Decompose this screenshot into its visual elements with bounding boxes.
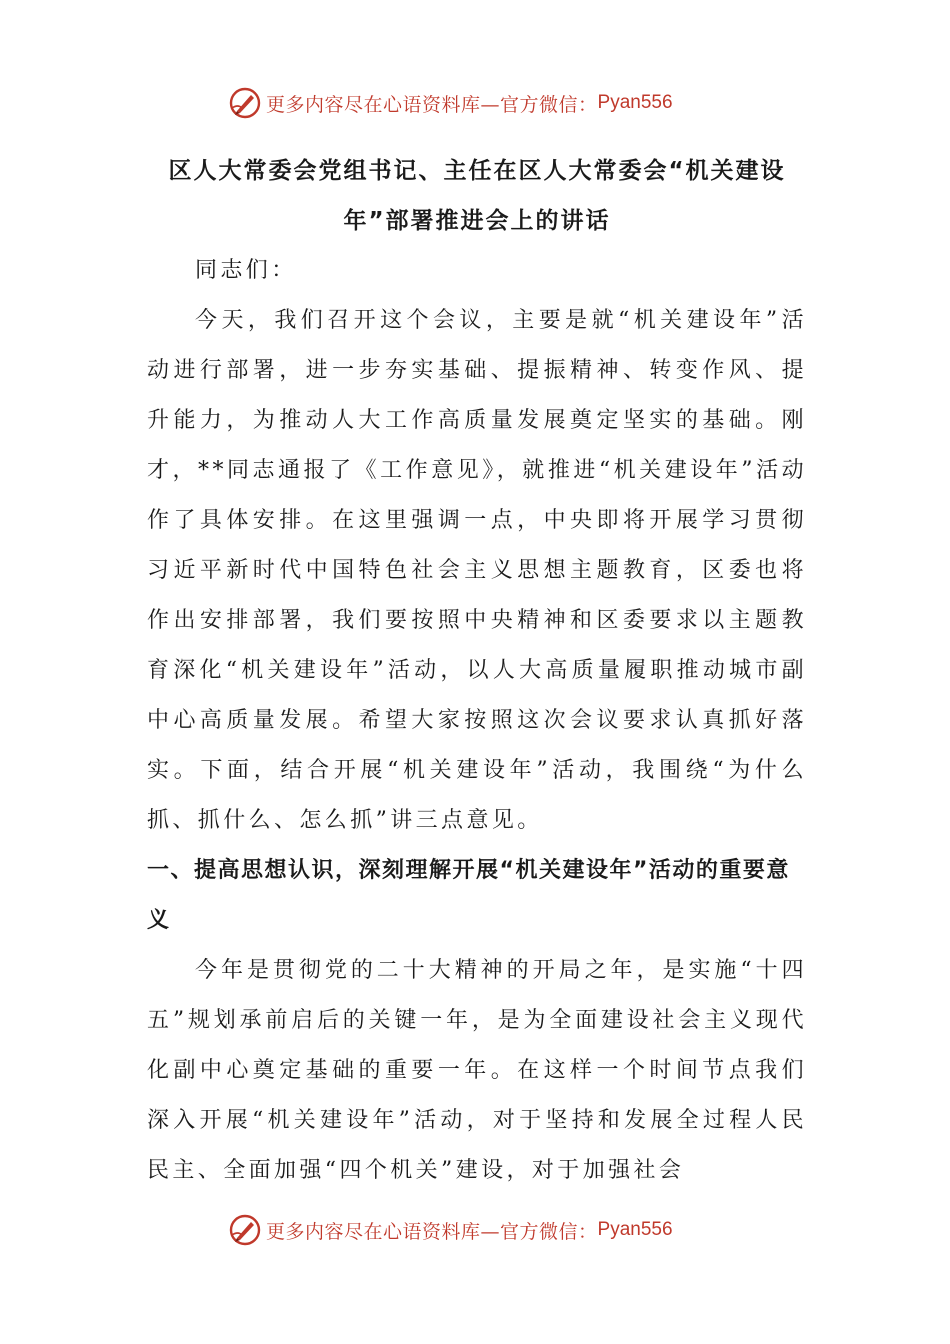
title-line-1: 区人大常委会党组书记、主任在区人大常委会“机关建设 bbox=[168, 158, 786, 184]
document-body bbox=[147, 246, 807, 1196]
paragraph-1: 今天，我们召开这个会议，主要是就“机关建设年”活动进行部署，进一步夯实基础、提振精神、转变作风、提升能力，为推动人大工作高质量发展奠定坚实的基础。刚才，**同志通报了《工作意见》，就推进“机关建设年”活动作了具体安排。在这里强调一点，中央即将开展学习贯彻习近平新时代中国特色社会主义思想主题教育，区委也将作出安排部署，我们要按照中央精神和区委要求以主题教育深化“机关建设年”活动，以人大高质量履职推动城市副中心高质量发展。希望大家按照这次会议要求认真抓好落实。下面，结合开展“机关建设年”活动，我围绕“为什么抓、抓什么、怎么抓”讲三点意见。 bbox=[147, 308, 807, 833]
document-title bbox=[147, 146, 807, 246]
watermark-text: 更多内容尽在心语资料库—官方微信： bbox=[266, 1220, 598, 1243]
salutation: 同志们： bbox=[195, 258, 297, 283]
watermark-wechat-id: Pyan556 bbox=[597, 1219, 673, 1240]
section-heading-1: 一、提高思想认识，深刻理解开展“机关建设年”活动的重要意义 bbox=[147, 858, 790, 933]
pen-logo-icon bbox=[228, 1213, 262, 1247]
title-line-2: 年”部署推进会上的讲话 bbox=[343, 208, 611, 234]
watermark-wechat-id: Pyan556 bbox=[597, 92, 673, 113]
watermark-banner-top bbox=[228, 83, 748, 123]
paragraph-2: 今年是贯彻党的二十大精神的开局之年，是实施“十四五”规划承前启后的关键一年，是为全面建设社会主义现代化副中心奠定基础的重要一年。在这样一个时间节点我们深入开展“机关建设年”活动，对于坚持和发展全过程人民民主、全面加强“四个机关”建设，对于加强社会 bbox=[147, 958, 807, 1183]
watermark-text: 更多内容尽在心语资料库—官方微信： bbox=[266, 93, 598, 116]
pen-logo-icon bbox=[228, 86, 262, 120]
watermark-banner-bottom bbox=[228, 1210, 748, 1250]
